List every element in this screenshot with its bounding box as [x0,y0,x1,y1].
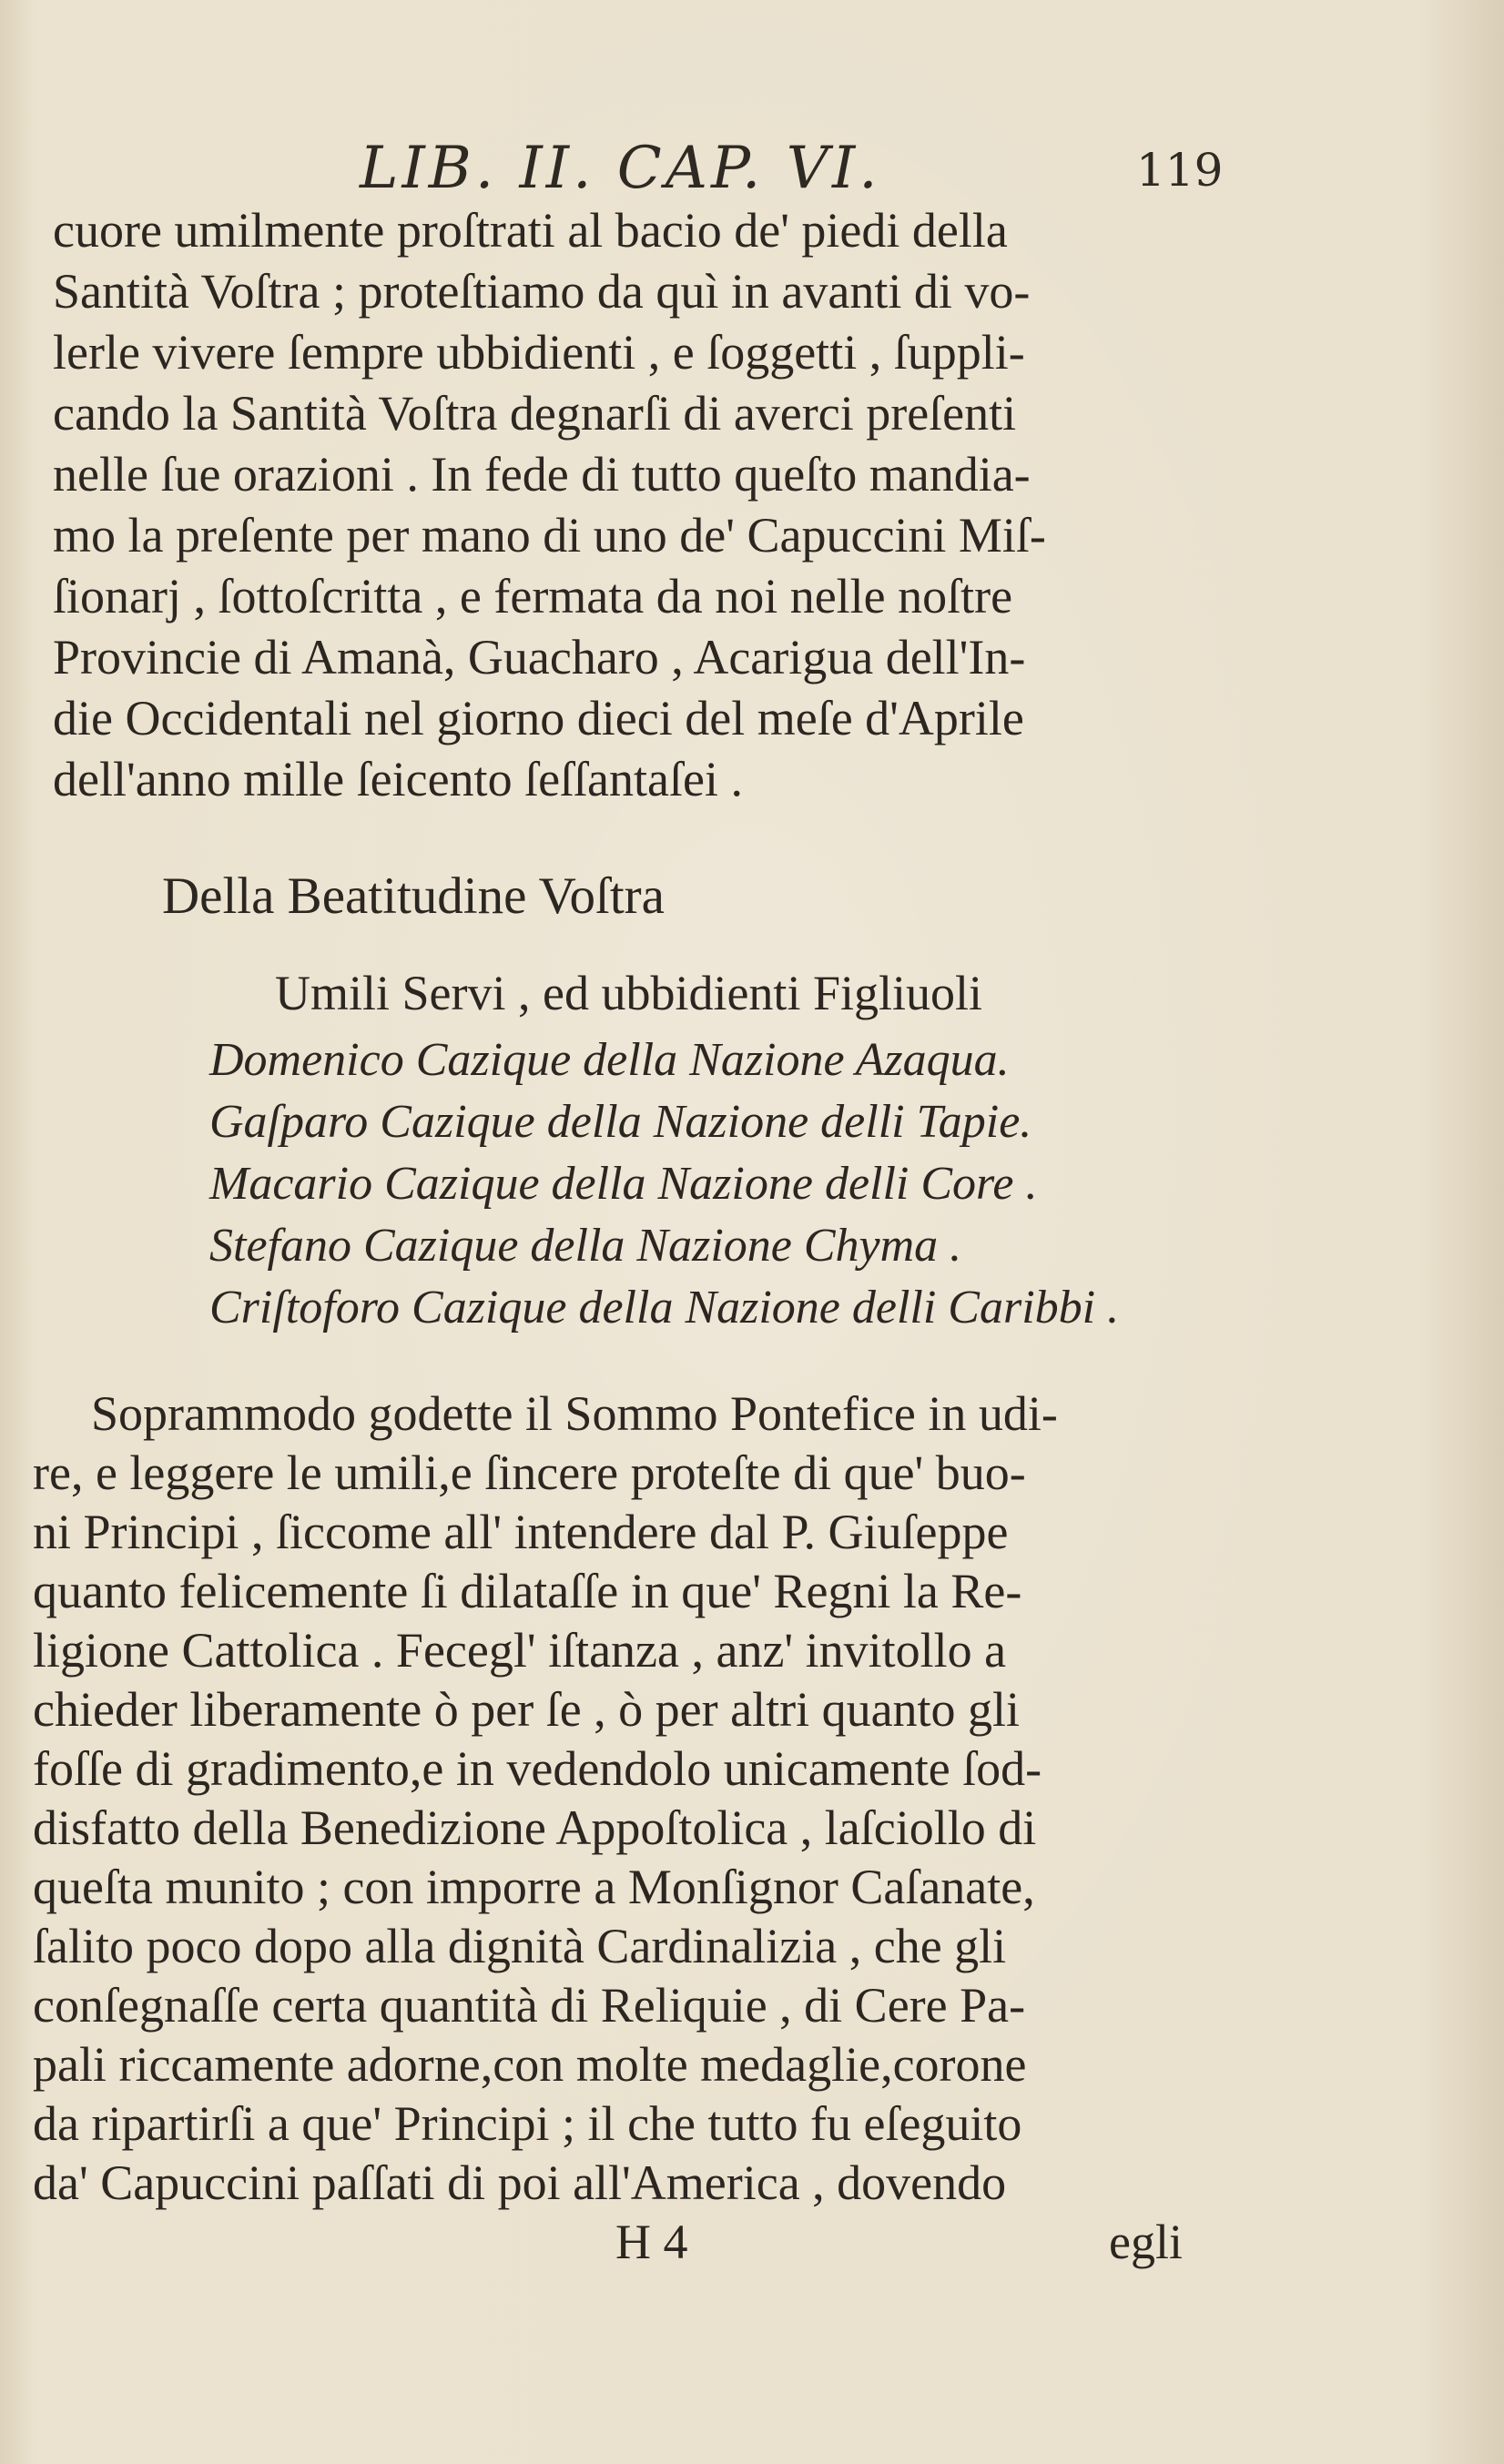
running-head: LIB. II. CAP. VI. [360,135,881,202]
text-line: dell'anno mille ſeicento ſeſſantaſei . [53,752,743,806]
text-line: chieder liberamente ò per ſe , ò per altri quanto gli [33,1682,1021,1737]
page-footer [0,2214,1504,2277]
text-line: mo la preſente per mano di uno de' Capuccini Miſ- [53,508,1046,563]
text-line: queſta munito ; con imporre a Monſignor Caſanate, [33,1860,1035,1914]
text-line: disfatto della Benedizione Appoſtolica , laſciollo di [33,1800,1037,1855]
text-line: ſalito poco dopo alla dignità Cardinalizia , che gli [33,1919,1007,1973]
text-line: conſegnaſſe certa quantità di Reliquie , di Cere Pa- [33,1978,1026,2033]
text-line: foſſe di gradimento,e in vedendolo unicamente ſod- [33,1741,1042,1796]
signatory: Domenico Cazique della Nazione Azaqua. [209,1034,1010,1086]
text-line: da' Capuccini paſſati di poi all'America , dovendo [33,2155,1007,2210]
signature-mark: H 4 [615,2215,688,2269]
text-line: quanto felicemente ſi dilataſſe in que' Regni la Re- [33,1564,1022,1618]
text-line: Provincie di Amanà, Guacharo , Acarigua dell'In- [53,630,1026,684]
text-line: Soprammodo godette il Sommo Pontefice in udi- [91,1386,1058,1441]
signature-lead: Umili Servi , ed ubbidienti Figliuoli [275,966,982,1020]
page-number: 119 [1136,144,1224,197]
text-line: die Occidentali nel giorno dieci del meſe d'Aprile [53,691,1024,745]
text-line: Santità Voſtra ; proteſtiamo da quì in avanti di vo- [53,264,1031,319]
signatory: Macario Cazique della Nazione delli Core . [209,1158,1038,1210]
text-line: ni Principi , ſiccome all' intendere dal P. Giuſeppe [33,1505,1009,1559]
signatory: Criſtoforo Cazique della Nazione delli Caribbi . [209,1282,1120,1333]
text-line: lerle vivere ſempre ubbidienti , e ſoggetti , ſuppli- [53,325,1025,380]
text-line: da ripartirſi a que' Principi ; il che tutto fu eſeguito [33,2096,1022,2151]
closing-salutation: Della Beatitudine Voſtra [162,867,665,925]
catchword: egli [1109,2215,1183,2269]
text-line: re, e leggere le umili,e ſincere proteſte di que' buo- [33,1445,1026,1500]
signatory: Stefano Cazique della Nazione Chyma . [209,1220,962,1272]
text-line: pali riccamente adorne,con molte medaglie,corone [33,2037,1027,2092]
text-line: ſionarj , ſottoſcritta , e fermata da noi nelle noſtre [53,569,1013,624]
text-line: cuore umilmente proſtrati al bacio de' piedi della [53,203,1008,258]
text-line: nelle ſue orazioni . In fede di tutto queſto mandia- [53,447,1031,502]
text-line: ligione Cattolica . Fecegl' iſtanza , anz' invitollo a [33,1623,1007,1678]
text-line: cando la Santità Voſtra degnarſi di averci preſenti [53,386,1017,441]
signatory: Gaſparo Cazique della Nazione delli Tapie. [209,1096,1032,1148]
page-header [0,135,1504,208]
